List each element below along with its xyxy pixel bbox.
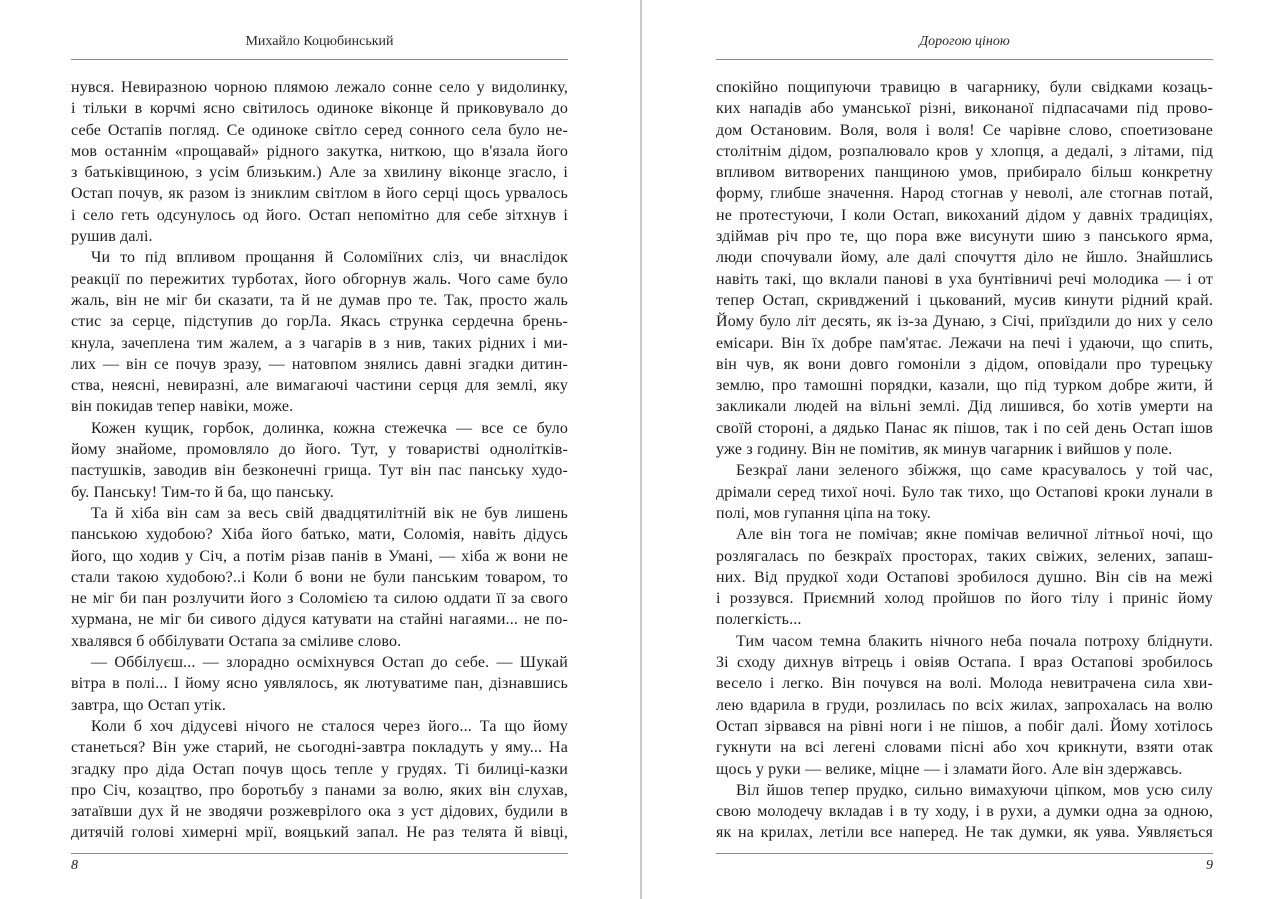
text-line: емісари. Він їх добре пам'ятає. Лежачи на печі і удаючи, що спить, <box>716 334 1213 352</box>
text-line: і роззувся. Приємний холод пройшов по його тілу і приніс йому <box>716 590 1213 608</box>
text-line: станеться? Він уже старий, не сьогодні-завтра покладуть у яму... На <box>71 739 568 757</box>
text-line: як на крилах, летіли все наперед. Не так думки, як уява. Уявляється <box>716 824 1213 842</box>
text-line: закликали людей на вільні землі. Дід лишився, бо хотів умерти на <box>716 398 1213 416</box>
text-line: лею вдарила в груди, розлилась по всіх жилах, запрохалась на волю <box>716 696 1213 714</box>
text-line: дрімали серед тихої ночі. Було так тихо, що Остапові кроки лунали в <box>716 483 1213 501</box>
text-line: впливом витворених панщиною умов, прибирало більш конкретну <box>716 164 1213 182</box>
text-line: і тільки в корчмі ясно світилось одиноке віконце й приковувало до <box>71 100 568 118</box>
right-page-text <box>716 77 1213 844</box>
text-line: щось у руки — велике, міцне — і зламати його. Але він здержавсь. <box>716 760 1183 778</box>
text-line: форму, глибше значення. Народ стогнав у неволі, але стогнав потай, <box>716 185 1213 203</box>
text-line: ких нападів або уманської різні, виконаної підпасачами під прово- <box>716 100 1213 118</box>
text-line: свою молодечу вкладав і в ту ходу, і в рухи, а думки одна за одною, <box>716 803 1213 821</box>
text-line: хвалявся б оббілувати Остапа за сміливе слово. <box>71 632 402 650</box>
text-line: про Січ, козацтво, про боротьбу з панами за волю, яких він слухав, <box>71 781 568 799</box>
text-line: землю, про тамошні порядки, казали, що під турком добре жити, й <box>716 377 1213 395</box>
text-line: затаївши дух й не зводячи розжеврілого ока з уст дідових, будили в <box>71 803 568 821</box>
text-line: спокійно пощипуючи травицю в чагарнику, були свідками козаць- <box>716 79 1213 96</box>
text-line: столітнім дідом, розпалювало кров у хлопця, а дедалі, з літами, під <box>716 142 1213 160</box>
text-line: Зі сходу дихнув вітрець і овіяв Остапа. І враз Остапові зробилось <box>716 654 1213 672</box>
text-line: тепер Остап, скривджений і цькований, мусив кинути рідний край. <box>716 291 1213 309</box>
text-line: полі, мов гупання ціпа на току. <box>716 504 931 522</box>
text-line: бу. Панську! Тим-то й ба, що панську. <box>71 483 334 501</box>
text-line: стали такою худобою?..і Коли б вони не були панським товаром, то <box>71 568 568 586</box>
text-line: себе Остапів погляд. Се одиноке світло серед сонного села було не- <box>71 121 568 139</box>
text-line: люди спочували йому, але далі спочуття діло не йшло. Знайшлись <box>716 249 1213 267</box>
text-line: весело і легко. Він почувся на волі. Молода невитрачена сила хви- <box>716 675 1213 693</box>
text-line: панською худобою? Хіба його батько, мати, Соломія, навіть дідусь <box>71 526 568 544</box>
left-running-head: Михайло Коцюбинський <box>245 34 394 49</box>
text-line: них. Від прудкої ходи Остапові зробилося душно. Він сів на межі <box>716 568 1213 586</box>
text-line: рушив далі. <box>71 228 153 246</box>
text-line: лих — він се почув зразу, — натовпом знялись давні згадки дитин- <box>71 355 568 373</box>
text-line: завтра, що Остап утік. <box>71 696 226 714</box>
right-header-rule <box>716 59 1213 60</box>
text-line: Тим часом темна блакить нічного неба почала потроху бліднути. <box>736 632 1213 650</box>
text-line: і село геть одсунулось од його. Остап непомітно для себе зітхнув і <box>71 206 568 224</box>
text-line: з батьківщиною, з усім близьким.) Але за хвилину віконце згасло, і <box>71 164 568 182</box>
text-line: Безкраї лани зеленого збіжжя, що саме красувалось у той час, <box>736 462 1213 480</box>
left-footer-rule <box>71 853 568 854</box>
text-line: пастушків, заводив він безконечні грища. Тут він пас панську худо- <box>71 462 568 480</box>
text-line: ства, неясні, невиразні, але вимагаючі частини серця для землі, яку <box>71 377 568 395</box>
text-line: він покидав тепер навіки, може. <box>71 398 294 416</box>
text-line: Коли б хоч дідусеві нічого не сталося через його... Та що йому <box>91 717 568 735</box>
text-line: Та й хіба він сам за весь свій двадцятилітній вік не був лишень <box>91 504 568 522</box>
text-line: кнула, зачеплена тим жалем, а з чагарів в з нив, таких рідних і ми- <box>71 334 568 352</box>
text-line: згадку про діда Остап почув щось тепле у грудях. Ті билиці-казки <box>71 760 568 778</box>
text-line: реакції по пережитих турботах, його обгорнув жаль. Чого саме було <box>71 270 568 288</box>
text-line: йому знайоме, промовляло до його. Тут, у товаристві однолітків- <box>71 441 568 459</box>
text-line: нувся. Невиразною чорною плямою лежало сонне село у видолинку, <box>71 79 568 96</box>
text-line: жаль, він не міг би сказати, та й не думав про те. Так, просто жаль <box>71 291 568 309</box>
text-line: не протестуючи, І коли Остап, викоханий дідом у давніх традиціях, <box>716 206 1213 224</box>
right-page <box>716 0 1213 899</box>
text-line: Віл йшов тепер прудко, сильно вимахуючи ціпком, мов усю силу <box>736 781 1213 799</box>
text-line: здіймав річ про те, що пора вже висунути шию з панського ярма, <box>716 228 1213 246</box>
left-page-number: 8 <box>71 858 78 873</box>
text-line: дом Остановим. Воля, воля і воля! Се чарівне слово, споетизоване <box>716 121 1213 139</box>
text-line: уже з годину. Він не помітив, як минув чагарник і вийшов у поле. <box>716 441 1173 459</box>
text-line: — Оббілуєш... — злорадно осміхнувся Остап до себе. — Шукай <box>91 654 568 672</box>
text-line: своїй стороні, а дядько Панас як пішов, так і по сей день Остап ішов <box>716 419 1213 437</box>
right-page-number: 9 <box>1206 858 1213 873</box>
text-line: полегкість... <box>716 611 802 629</box>
text-line: хурмана, не міг би сивого дідуся катувати на стайні нагаями... не по- <box>71 611 568 629</box>
left-page-text <box>71 77 568 844</box>
text-line: навіть такі, що вклали панові в уха бунтівничі речі молодика — і от <box>716 270 1213 288</box>
text-line: розлягалась по безкраїх просторах, таких свіжих, зелених, запаш- <box>716 547 1213 565</box>
text-line: вітра в полі... І йому ясно уявлялось, як лютуватиме пан, дізнавшись <box>71 675 568 693</box>
text-line: він чув, як вони довго гомоніли з дідом, оповідали про турецьку <box>716 355 1213 373</box>
text-line: гукнути на всі легені словами пісні або хоч крикнути, взяти отак <box>716 739 1213 757</box>
text-line: Йому було літ десять, як із-за Дунаю, з Січі, приїздили до них у село <box>716 313 1213 331</box>
text-line: його, що ходив у Січ, а потім різав панів в Умані, — хіба ж вони не <box>71 547 568 565</box>
text-line: дитячій голові химерні мрії, вояцький запал. Не раз телята й вівці, <box>71 824 568 842</box>
page-gutter <box>640 0 642 899</box>
left-page <box>71 0 568 899</box>
right-footer-rule <box>716 853 1213 854</box>
text-line: Остап зірвався на рівні ноги і не пішов, а побіг далі. Йому хотілось <box>716 717 1213 735</box>
text-line: мов останнім «прощавай» рідного закутка, ниткою, що в'язала його <box>71 142 568 160</box>
text-line: стис за серце, підступив до горЛа. Якась струнка сердечна брень- <box>71 313 568 331</box>
text-line: Остап почув, як разом із зниклим світлом в його серці щось урвалось <box>71 185 568 203</box>
text-line: Але він тога не помічав; якне помічав величної літньої ночі, що <box>736 526 1213 544</box>
text-line: Чи то під впливом прощання й Соломіїних сліз, чи внаслідок <box>91 249 568 267</box>
right-running-head: Дорогою ціною <box>919 34 1010 49</box>
text-line: Кожен кущик, горбок, долинка, кожна стежечка — все се було <box>91 419 568 437</box>
left-header-rule <box>71 59 568 60</box>
text-line: не міг би пан розлучити його з Соломією та силою оддати її за свого <box>71 590 568 608</box>
